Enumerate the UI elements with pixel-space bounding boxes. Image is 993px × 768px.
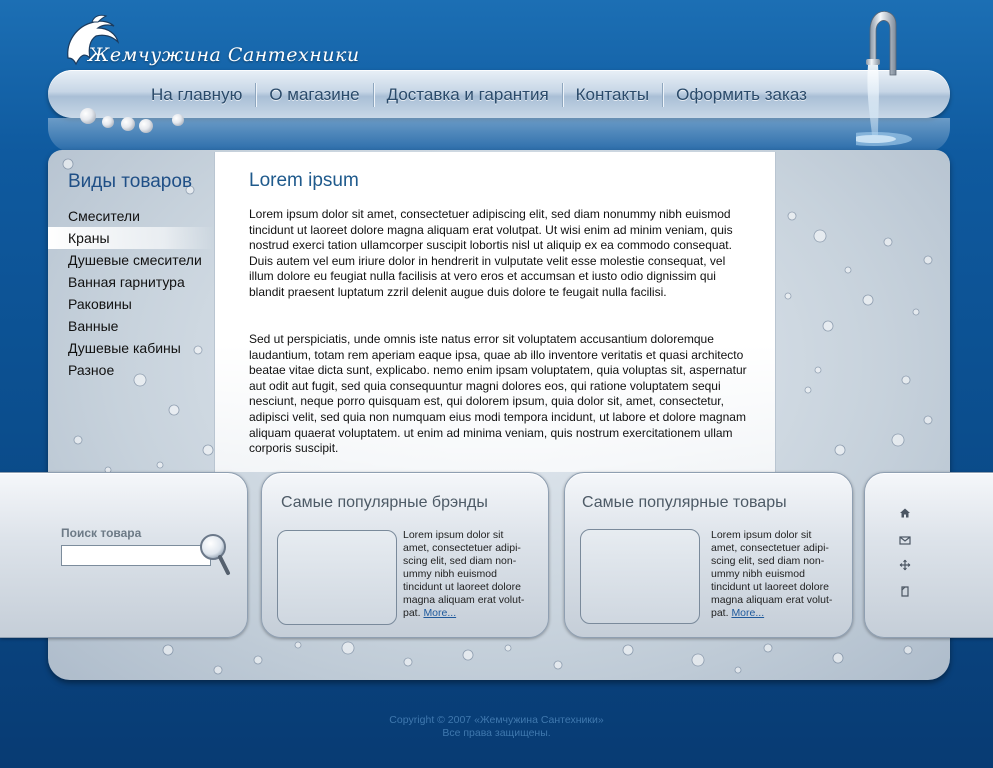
sidebar-list <box>48 205 214 381</box>
search-label: Поиск товара <box>61 526 142 540</box>
footer-rights: Все права защищены. <box>442 727 551 739</box>
pearls-decoration <box>74 104 194 144</box>
sidebar-item-shower-mixers[interactable]: Душевые смесители <box>68 252 202 268</box>
sidebar-item-bathroom-sets[interactable]: Ванная гарнитура <box>68 274 185 290</box>
right-column-divider <box>775 152 776 472</box>
sidebar-title: Виды товаров <box>68 171 193 192</box>
nav-item-about[interactable]: О магазине <box>269 85 360 104</box>
nav-item-contacts[interactable]: Контакты <box>575 85 650 104</box>
goods-description <box>711 529 839 620</box>
brands-text: Lorem ipsum dolor sit amet, consectetuer adipi-scing elit, sed diam non-ummy nibh euismod tincidunt ut laoreet dolore magna aliquam erat volut-pat. <box>403 529 525 619</box>
sidebar-divider <box>214 152 215 472</box>
content-paragraph: Lorem ipsum dolor sit amet, consectetuer adipiscing elit, sed diam nonummy nibh euismod tincidunt ut laoreet dolore magna aliquam erat volutpat. Ut wisi enim ad minim veniam, quis nostrud exerci tation ullamcorper suscipit lobortis nisl ut aliquip ex ea commodo consequat. Duis autem vel eum iriure dolor in hendrerit in vulputate velit esse molestie consequat, vel illum dolore eu feugiat nulla facilisis at vero eros et accumsan et iusto odio dignissim qui blandit praesent luptatum zzril delenit augue duis dolore te feugait nulla facilisi. <box>249 207 733 299</box>
brand-thumbnail[interactable] <box>277 530 397 625</box>
goods-thumbnail[interactable] <box>580 529 700 624</box>
sidebar-item-bathtubs[interactable]: Ванные <box>68 318 119 334</box>
mail-icon[interactable] <box>899 534 911 546</box>
nav-item-home[interactable]: На главную <box>151 85 243 104</box>
sidebar-item-taps[interactable]: Краны <box>48 227 214 249</box>
icons-panel <box>864 472 993 638</box>
search-icon[interactable] <box>198 533 232 577</box>
footer-copyright: Copyright © 2007 «Жемчужина Сантехники» <box>389 714 604 726</box>
logo-text: Жемчужина Сантехники <box>88 44 360 66</box>
search-input[interactable] <box>61 545 211 566</box>
faucet-icon <box>856 5 926 155</box>
sidebar-item-shower-cabins[interactable]: Душевые кабины <box>68 340 181 356</box>
sidebar-item-misc[interactable]: Разное <box>68 362 115 378</box>
sitemap-icon[interactable] <box>899 559 911 571</box>
goods-more-link[interactable]: More... <box>731 607 765 619</box>
goods-text: Lorem ipsum dolor sit amet, consectetuer adipi-scing elit, sed diam non-ummy nibh euismod tincidunt ut laoreet dolore magna aliquam erat volut-pat. <box>711 529 833 619</box>
brands-description <box>403 529 531 620</box>
page-title: Lorem ipsum <box>249 170 359 191</box>
sidebar-item-sinks[interactable]: Раковины <box>68 296 132 312</box>
nav-item-order[interactable]: Оформить заказ <box>676 85 807 104</box>
nav-item-delivery[interactable]: Доставка и гарантия <box>386 85 549 104</box>
goods-title: Самые популярные товары <box>582 494 787 511</box>
bookmark-icon[interactable] <box>899 585 911 597</box>
footer <box>0 714 993 740</box>
home-icon[interactable] <box>899 507 911 519</box>
content-paragraph: Sed ut perspiciatis, unde omnis iste natus error sit voluptatem accusantium doloremque laudantium, totam rem aperiam eaque ipsa, quae ab illo inventore veritatis et quasi architecto beatae vitae dicta sunt, explicabo. nemo enim ipsam voluptatem, quia voluptas sit, aspernatur aut odit aut fugit, sed quia consequuntur magni dolores eos, qui ratione voluptatem sequi nesciunt, neque porro quisquam est, qui dolorem ipsum, quia dolor sit, amet, consectetur, adipisci velit, sed quia non numquam eius modi tempora incidunt, ut labore et dolore magnam aliquam quaerat voluptatem. ut enim ad minima veniam, quis nostrum exercitationem ullam corporis suscipit. <box>249 332 747 456</box>
sidebar-item-mixers[interactable]: Смесители <box>68 208 140 224</box>
brands-more-link[interactable]: More... <box>423 607 457 619</box>
main-nav <box>138 80 820 110</box>
brands-title: Самые популярные брэнды <box>281 494 488 511</box>
